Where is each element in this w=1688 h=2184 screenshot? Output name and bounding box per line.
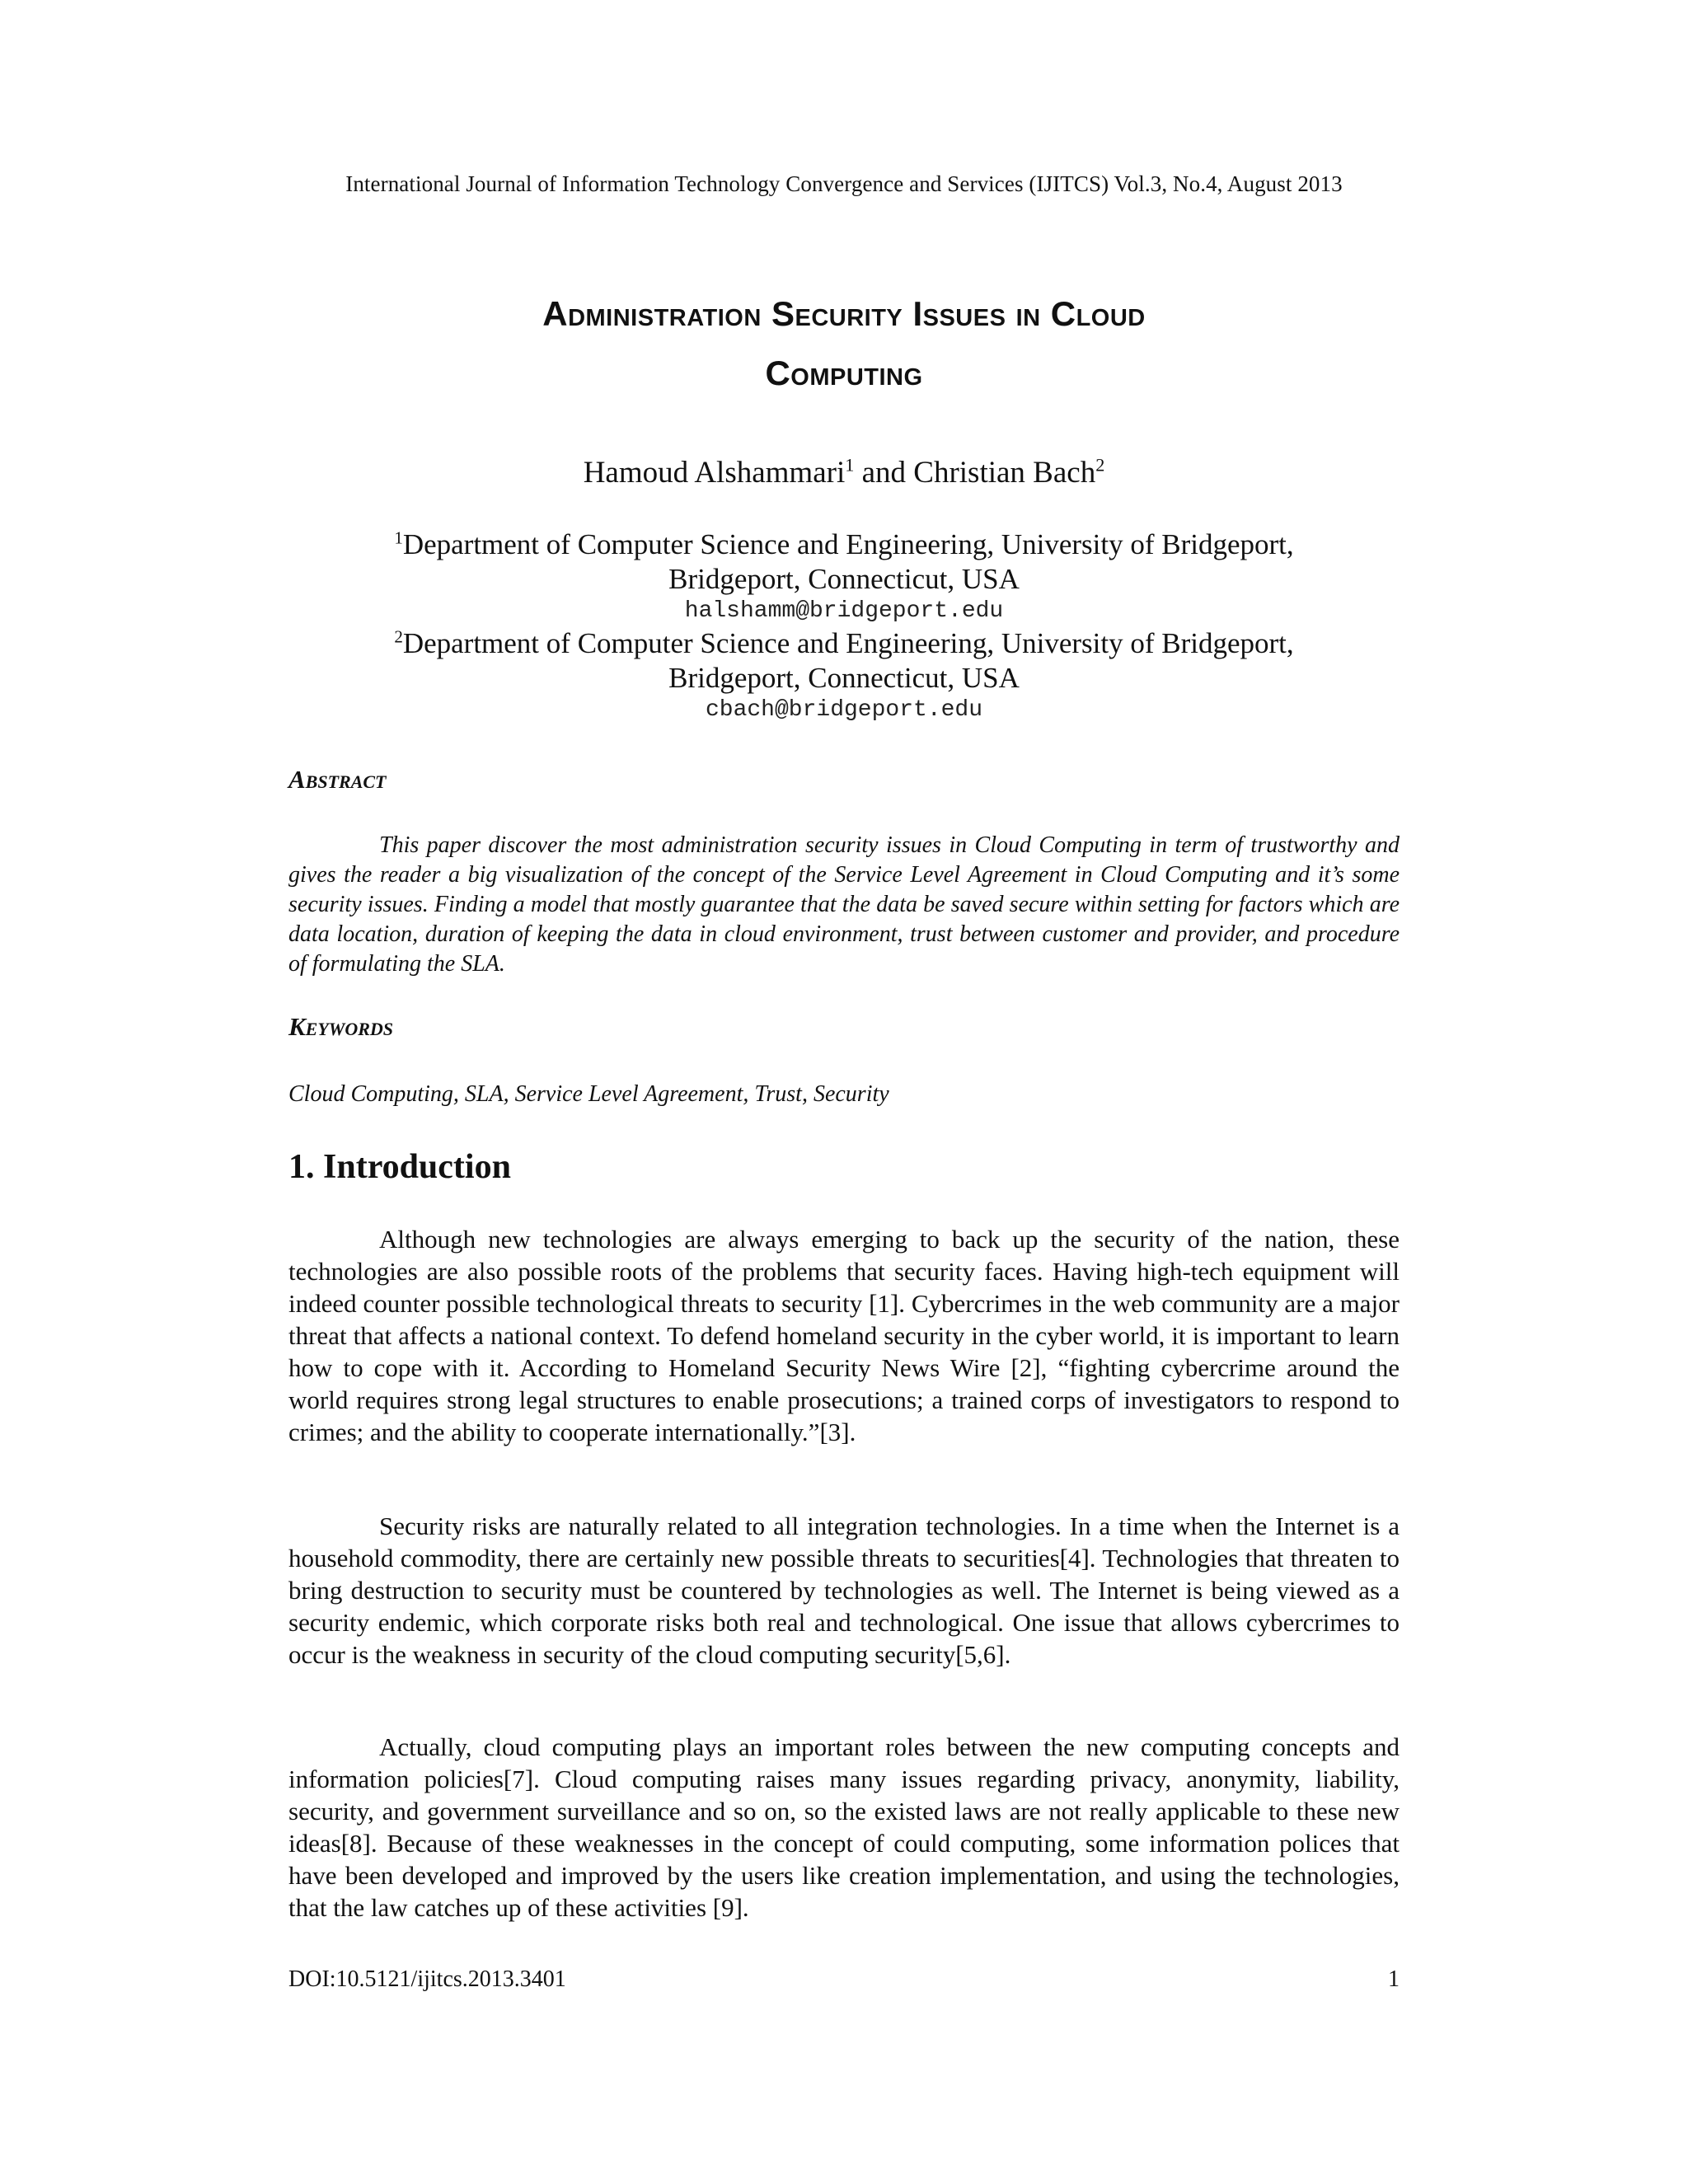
author-connector: and [854, 456, 914, 490]
affiliation-superscript: 1 [394, 527, 403, 548]
affiliation-city: Bridgeport, Connecticut, USA [668, 563, 1020, 595]
title-line-2: Computing [765, 354, 923, 392]
author-superscript: 2 [1095, 454, 1105, 476]
affiliation-department: Department of Computer Science and Engineering, University of Bridgeport, [402, 627, 1294, 659]
keywords-heading: Keywords [288, 1012, 394, 1041]
author-list [288, 455, 1400, 490]
abstract-heading: Abstract [288, 765, 387, 794]
title-line-1: Administration Security Issues in Cloud [542, 294, 1146, 333]
affiliation-department: Department of Computer Science and Engineering, University of Bridgeport, [402, 528, 1294, 560]
introduction-heading: 1. Introduction [288, 1148, 511, 1186]
author-name: Hamoud Alshammari [583, 456, 846, 490]
affiliation-superscript: 2 [394, 626, 403, 647]
body-paragraph: Security risks are naturally related to all integration technologies. In a time when the Internet is a household commodity, there are certainly new possible threats to securities[4]. Technologies that threaten to bring destruction to security must be countered by technologies as well. The Internet is being viewed as a security endemic, which corporate risks both real and technological. One issue that allows cybercrimes to occur is the weakness in security of the cloud computing security[5,6]. [288, 1511, 1400, 1669]
author-email: cbach@bridgeport.edu [705, 697, 983, 723]
page-number: 1 [1388, 1966, 1400, 1992]
body-paragraph: Although new technologies are always emerging to back up the security of the nation, these technologies are also possible roots of the problems that security faces. Having high-tech equipment will indeed counter possible technological threats to security [1]. Cybercrimes in the web community are a major threat that affects a national context. To defend homeland security in the cyber world, it is important to learn how to cope with it. According to Homeland Security News Wire [2], “fighting cybercrime around the world requires strong legal structures to enable prosecutions; a trained corps of investigators to respond to crimes; and the ability to cooperate internationally.”[3]. [288, 1225, 1400, 1446]
paper-title [288, 284, 1400, 403]
affiliation-city: Bridgeport, Connecticut, USA [668, 662, 1020, 694]
author-email: halshamm@bridgeport.edu [684, 598, 1004, 624]
running-head: International Journal of Information Technology Convergence and Services (IJITCS) Vol.3, No.4, August 2013 [345, 171, 1343, 196]
affiliation-2 [288, 626, 1400, 725]
author-name: Christian Bach [913, 456, 1096, 490]
affiliation-1 [288, 527, 1400, 626]
footer-doi: DOI:10.5121/ijitcs.2013.3401 [288, 1966, 566, 1992]
abstract-text: This paper discover the most administration security issues in Cloud Computing in term of trustworthy and gives the reader a big visualization of the concept of the Service Level Agreement in Cloud Computing and it’s some security issues. Finding a model that mostly guarantee that the data be saved secure within setting for factors which are data location, duration of keeping the data in cloud environment, trust between customer and provider, and procedure of formulating the SLA. [288, 832, 1400, 977]
author-superscript: 1 [845, 454, 855, 476]
body-paragraph: Actually, cloud computing plays an important roles between the new computing concepts and information policies[7]. Cloud computing raises many issues regarding privacy, anonymity, liability, security, and government surveillance and so on, so the existed laws are not really applicable to these new ideas[8]. Because of these weaknesses in the concept of could computing, some information polices that have been developed and improved by the users like creation implementation, and using the technologies, that the law catches up of these activities [9]. [288, 1732, 1400, 1922]
keywords-text: Cloud Computing, SLA, Service Level Agreement, Trust, Security [288, 1081, 889, 1107]
